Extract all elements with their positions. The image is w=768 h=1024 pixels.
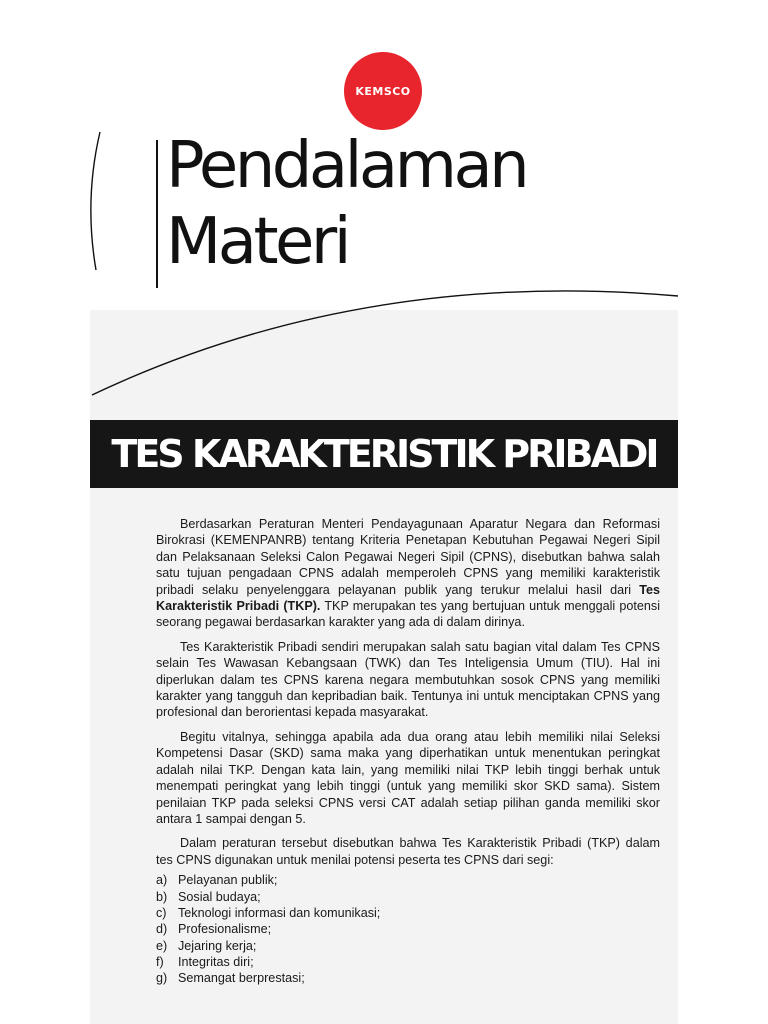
paragraph-1-text-a: Berdasarkan Peraturan Menteri Pendayagunaan Aparatur Negara dan Reformasi Birokrasi (KEMENPANRB) tentang Kriteria Penetapan Kebutuhan Pegawai Negeri Sipil dan Pelaksanaan Seleksi Calon Pegawai Negeri Sipil (CPNS), disebutkan bahwa salah satu tujuan pengadaan CPNS adalah memperoleh CPNS yang memiliki karakteristik pribadi selaku penyelenggara pelayanan publik yang terukur melalui hasil dari [156,517,660,597]
page-title [166,128,526,280]
title-line-1: Pendalaman [166,129,527,203]
paragraph-1-text-b: TKP merupakan tes yang bertujuan untuk menggali potensi seorang pegawai berdasarkan karakter yang ada di dalam dirinya. [156,599,660,630]
list-item [156,905,660,921]
list-item [156,970,660,986]
list-item [156,938,660,954]
paragraph-3: Begitu vitalnya, sehingga apabila ada dua orang atau lebih memiliki nilai Seleksi Kompetensi Dasar (SKD) sama maka yang diperhatikan untuk menentukan peringkat adalah nilai TKP. Dengan kata lain, yang memiliki nilai TKP lebih tinggi berhak untuk menempati peringkat yang lebih tinggi (untuk yang memiliki skor SKD sama). Sistem penilaian TKP pada seleksi CPNS versi CAT adalah setiap pilihan ganda memiliki skor antara 1 sampai dengan 5. [156,729,660,826]
list-text: Profesionalisme; [178,922,272,937]
list-marker: e) [156,938,168,953]
paragraph-4: Dalam peraturan tersebut disebutkan bahwa Tes Karakteristik Pribadi (TKP) dalam tes CPNS digunakan untuk menilai potensi peserta tes CPNS dari segi: [156,836,660,867]
list-item [156,921,660,937]
list-text: Pelayanan publik; [178,873,278,888]
list-text: Teknologi informasi dan komunikasi; [178,905,381,920]
list-text: Semangat berprestasi; [178,971,305,986]
kemsco-logo [344,52,422,130]
list-marker: a) [156,873,168,888]
list-marker: c) [156,905,167,920]
list-marker: b) [156,889,168,904]
list-marker: g) [156,971,168,986]
list-item [156,889,660,905]
paragraph-1 [156,516,660,631]
title-accent-line [156,140,158,288]
section-heading: TES KARAKTERISTIK PRIBADI [111,432,657,476]
list-item [156,872,660,888]
list-marker: d) [156,922,168,937]
criteria-list [156,872,660,987]
body-text [156,516,660,987]
list-text: Integritas diri; [178,955,254,970]
section-banner [90,420,678,488]
title-line-2: Materi [166,205,348,279]
paragraph-1-bold: Tes Karakteristik Pribadi (TKP). [156,582,660,614]
list-text: Sosial budaya; [178,889,261,904]
list-marker: f) [156,955,164,970]
paragraph-2: Tes Karakteristik Pribadi sendiri merupakan salah satu bagian vital dalam Tes CPNS selain Tes Wawasan Kebangsaan (TWK) dan Tes Inteligensia Umum (TIU). Hal ini diperlukan dalam tes CPNS karena negara membutuhkan sosok CPNS yang memiliki karakter yang tangguh dan kepribadian baik. Tentunya ini untuk menciptakan CPNS yang profesional dan berorientasi kepada masyarakat. [156,639,660,720]
list-item [156,954,660,970]
list-text: Jejaring kerja; [178,938,257,953]
logo-text: KEMSCO [355,84,411,98]
